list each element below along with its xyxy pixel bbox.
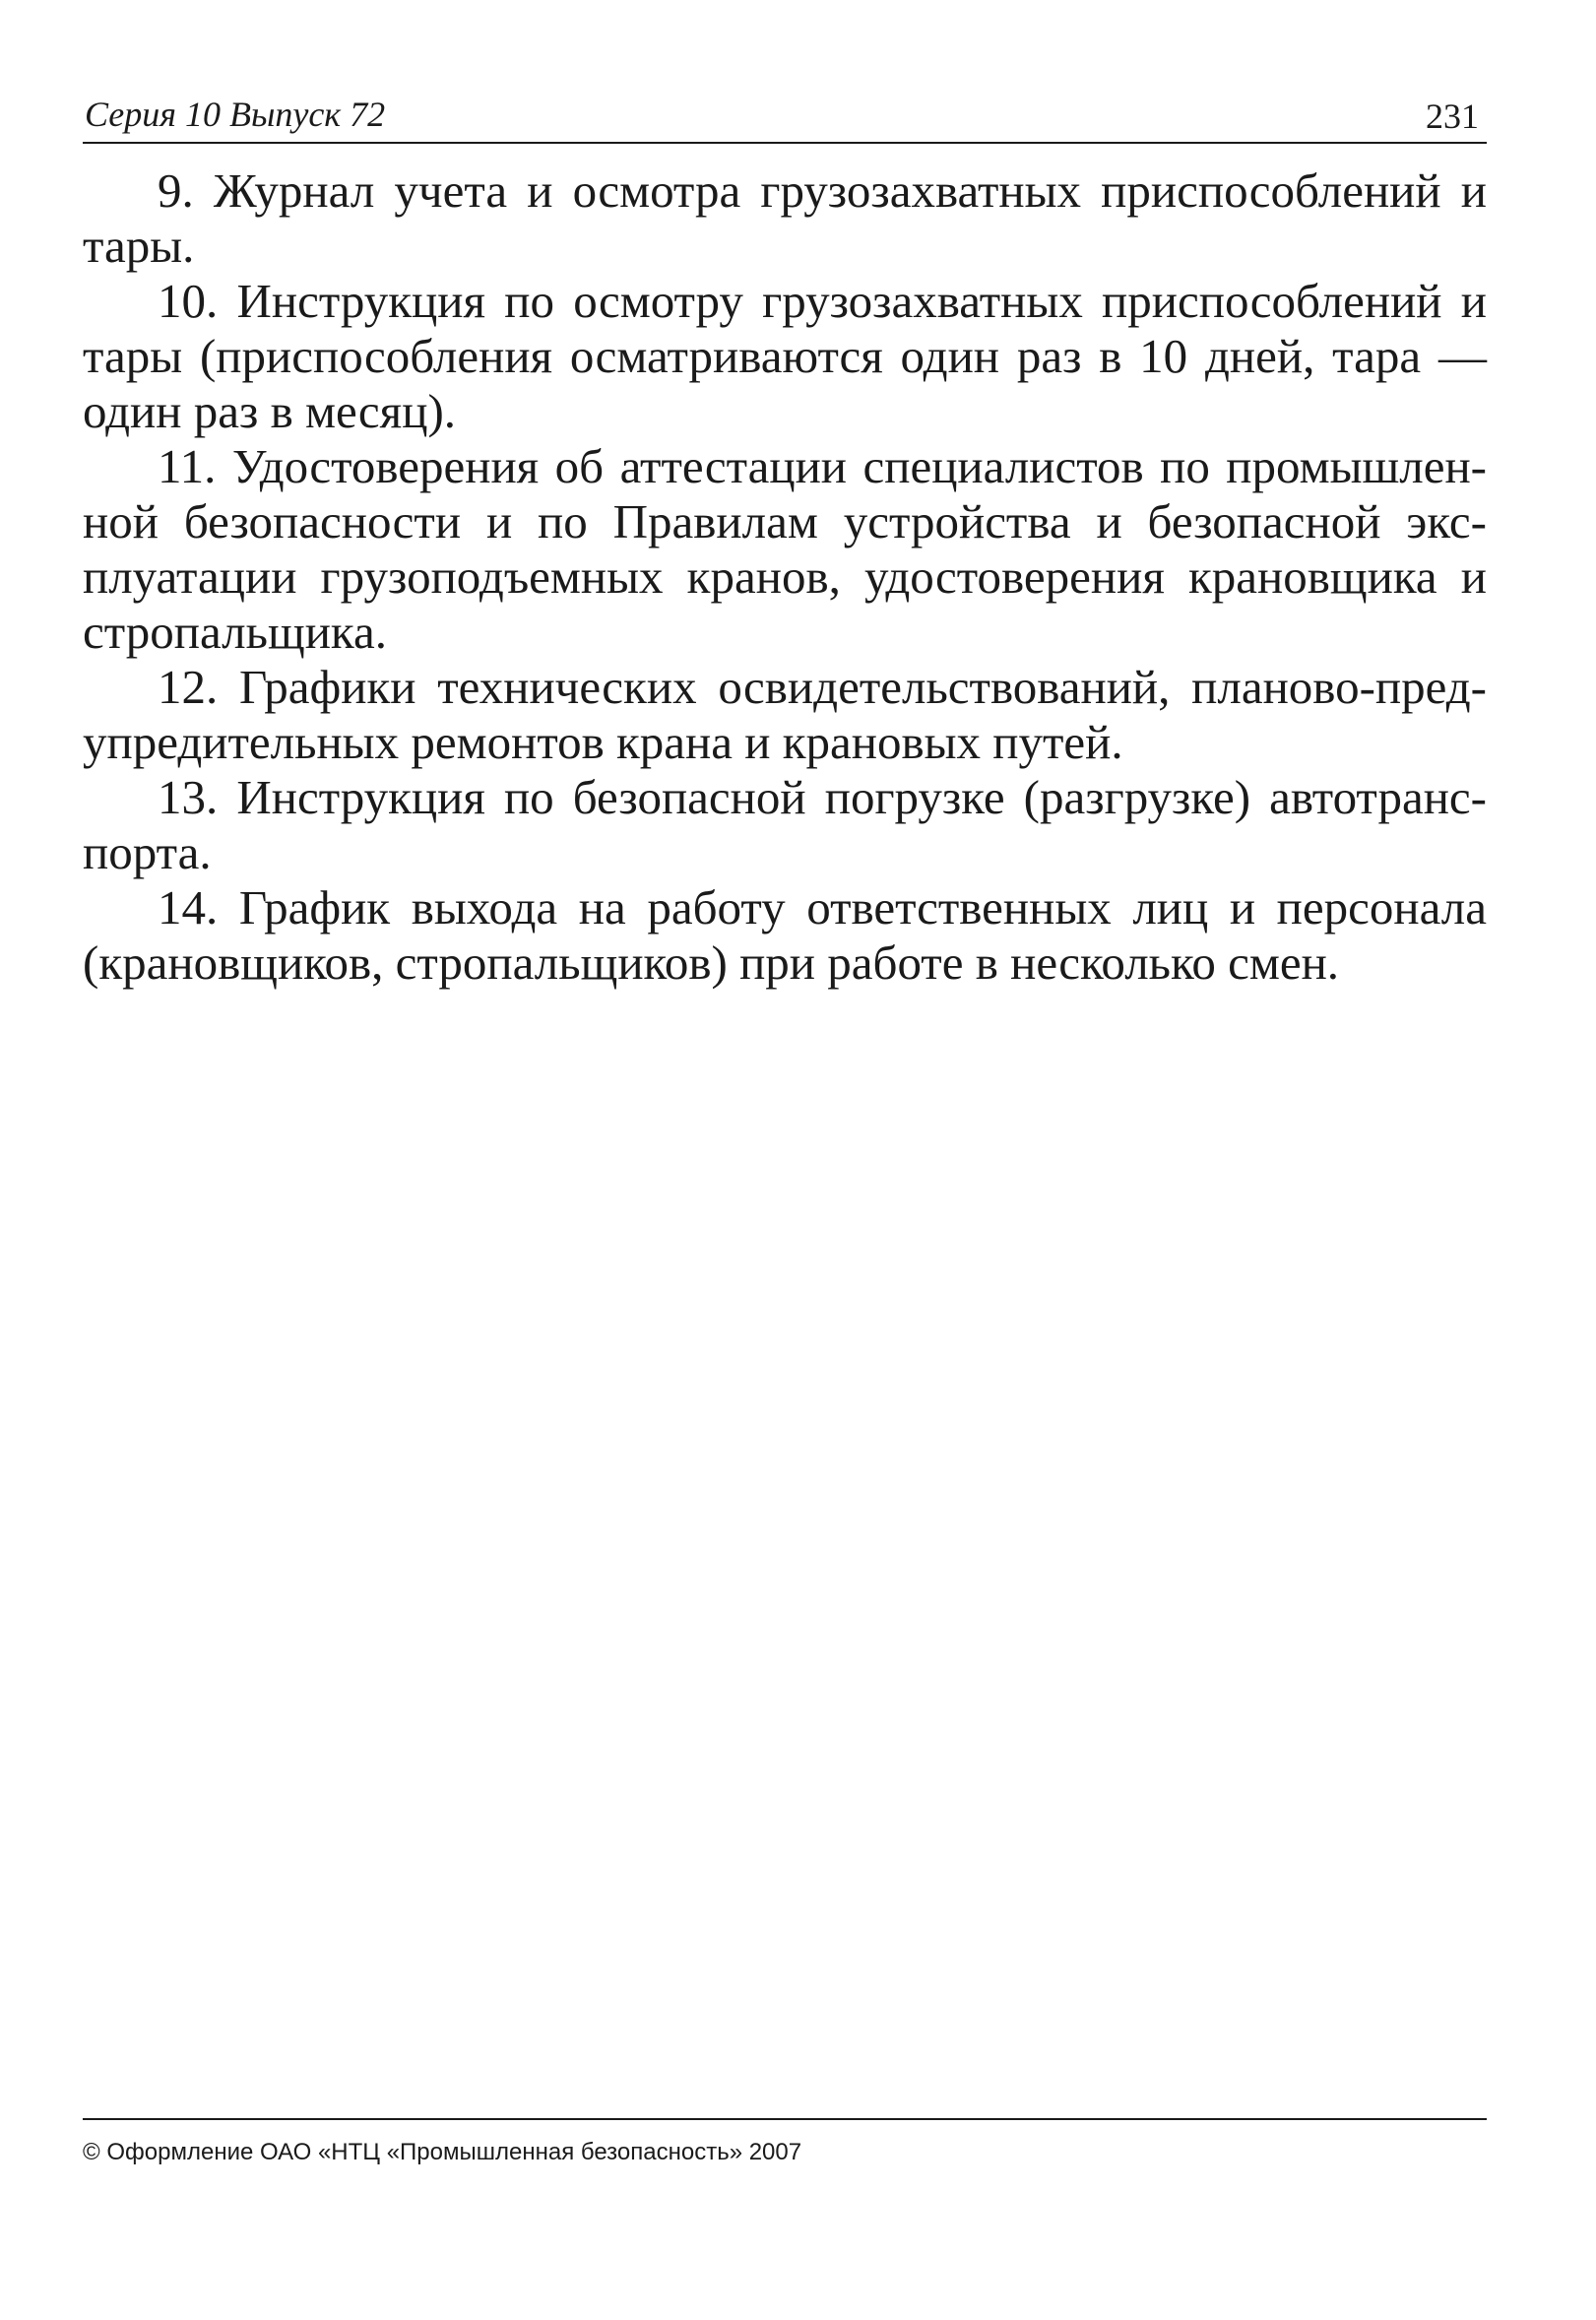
list-item-10: 10. Инструкция по осмотру грузозахватных приспособлений и тары (приспособления осматриваются один раз в 10 дней, тара — один раз в месяц).	[83, 274, 1487, 438]
list-item-9: 9. Журнал учета и осмотра грузозахватных приспособлений и тары.	[83, 163, 1487, 273]
list-item-14: 14. График выхода на работу ответственных лиц и персонала (крановщиков, стропальщиков) при работе в несколько смен.	[83, 880, 1487, 990]
list-item-11: 11. Удостоверения об аттестации специалистов по промышленной безопасности и по Правилам устройства и безопасной эксплуатации грузоподъемных кранов, удостоверения крановщика и стропальщика.	[83, 439, 1487, 659]
page-footer	[83, 2118, 1487, 2165]
copyright-notice: © Оформление ОАО «НТЦ «Промышленная безопасность» 2007	[83, 2139, 802, 2165]
page-number: 231	[1426, 97, 1479, 136]
list-item-13: 13. Инструкция по безопасной погрузке (разгрузке) автотранспорта.	[83, 770, 1487, 879]
document-body	[83, 163, 1487, 991]
page-header	[83, 91, 1487, 144]
series-label: Серия 10 Выпуск 72	[85, 95, 386, 134]
list-item-12: 12. Графики технических освидетельствований, планово-предупредительных ремонтов крана и крановых путей.	[83, 660, 1487, 769]
